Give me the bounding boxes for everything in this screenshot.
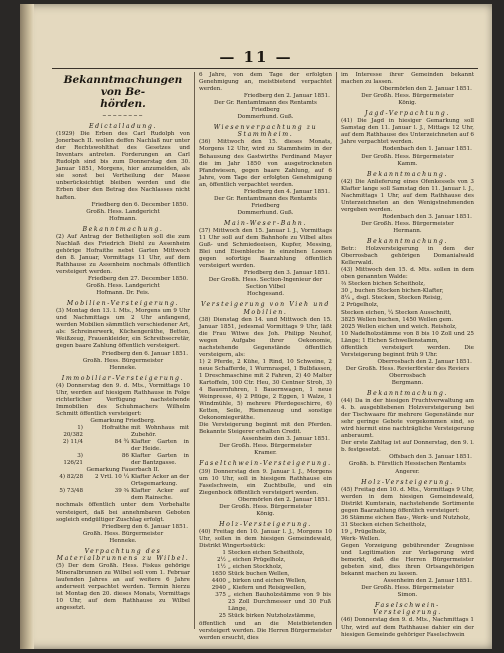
notice-place: Rodenbach den 3. Januar 1851. — [382, 213, 472, 220]
notice-place: Rodenbach den 1. Januar 1851. — [382, 146, 472, 153]
parcel-group-label: Gemarkung Fauerbach II. — [86, 467, 160, 474]
notice-heading: Mobilien-Versteigerung. — [66, 300, 180, 308]
column-3 — [336, 72, 478, 638]
section-title: Bekanntmachungen von Be- hörden. — [63, 74, 183, 110]
notice-place: Oberrosbach den 2. Januar 1851. — [377, 358, 472, 365]
notice-body: (4) Donnerstag den 9. d. Mts., Vormittags 10 Uhr, werden auf hiesigem Rathhause in Folge richterlicher Verfügung nachstehende Immobilien des Schuhmachers Wilhelm Schmitt öffentlich versteigert: — [56, 382, 190, 417]
notice-heading: Versteigerung von Vieh und Mobilien. — [200, 301, 330, 316]
book-gutter — [20, 4, 34, 649]
table-row: 4) 82/28 2 Vrtl. 10 ¼ Klafter Acker an der Ortsgemarkung. — [59, 474, 189, 488]
notice-office: Großh. b. Fürstlich Hessischen Rentamts — [348, 461, 466, 468]
notice-signature: König. — [256, 510, 275, 517]
notice-signature: Hochgesand. — [246, 291, 284, 298]
notice-heading: Bekanntmachung. — [82, 225, 164, 233]
notice-signature: Kamm. — [397, 160, 418, 167]
notice-body: im Interesse ihrer Gemeinden bekannt machen zu lassen. — [340, 72, 474, 86]
notice-signature: Dommerhund. Guß. — [237, 209, 294, 216]
list-item: 30 „ buchen Stocken bichen-Klafter, — [340, 288, 444, 295]
notice-body: (40) Freitag den 10. Januar l. J., Morgens 10 Uhr, sollen in dem hiesigen Gemeindewald, Distrikt Wingertsstück: — [198, 528, 332, 549]
notice-place: Friedberg den 27. December 1850. — [87, 276, 188, 283]
notice-body: (2) Auf Antrag der Betheiligten soll die zum Nachlaß des Friedrich Diehl zu Assenheim gehörige Hofraithe nebst Garten Mittwoch den 8. Januar, Vormittags 11 Uhr, auf dem Rathhause zu Assenheim nochmals öffentlich versteigert werden. — [56, 233, 190, 275]
notice-heading: Jagd-Verpachtung. — [364, 110, 450, 118]
notice-body: öffentlich und an die Meistbietenden versteigert werden. Die Herren Bürgermeister werden ersucht, dies — [198, 620, 332, 641]
notice-heading: Bekanntmachung. — [366, 170, 448, 178]
wood-lot-table — [199, 550, 332, 620]
notice-body: (36) Mittwoch den 15. dieses Monats, Morgens 12 Uhr, wird zu Stammheim in der Behausung des Gastwirths Ferdinand Mayer die im Jahr 1850 von ausgetrockneten Pfandwiesen, gegen baare Zahlung, auf 6 Jahre, vom Tage der erfolgten Genehmigung an, öffentlich verpachtet werden. — [198, 139, 332, 188]
notice-heading: Edictalladung. — [88, 123, 157, 131]
notice-signature: König. — [398, 100, 417, 107]
notice-signature: Angerer. — [395, 468, 420, 475]
notice-office: Der Großh. Hess. Bürgermeister — [361, 93, 454, 100]
parcel-group-label: Gemarkung Friedberg. — [90, 417, 156, 424]
notice-body: Die Versteigerung beginnt mit den Pferden. Bekannte Steigerer erhalten Credit. — [198, 422, 332, 436]
notice-body: (37) Mittwoch den 15. Januar l. J., Vormittags 11 Uhr soll auf dem Bahnhofe zu Vilbel altes Guß- und Schmiedeeisen, Kupfer, Messing, Blei und Eisenbleche in einzelnen Loosen gegen sofortige Baarzahlung öffentlich versteigert werden. — [198, 227, 332, 270]
notice-signature: Kramer. — [254, 450, 277, 457]
notice-heading: Verpachtung des Materialbrunnens zu Wilbel. — [56, 547, 190, 562]
notice-office: Der Großh. Hess. Bürgermeister — [361, 220, 454, 227]
notice-heading: Holz-Versteigerung. — [219, 520, 312, 528]
notice-list: 1) 2 Pferde, 2 Kühe, 1 Rind, 10 Schweine, 2 neue Schafferde, 1 Wurmraspel, 1 Bulbfassen, 1 Dreschmaschine mit 2 Fahren, 2) 40 Malter Kartoffeln, 100 Ctr. Heu, 30 Centner Stroh, 3) 4 Bauernfuhren, 1 Bauernwagen, 1 neue Weinpresse, 4) 2 Pflüge, 2 Eggen, 1 Walze, 1 Windmühle, 5) mehrere Pferdegeschirre, 6) Ketten, Seile, Riemenzeug und sonstige Oekonomiegeräthe. — [198, 358, 332, 422]
notice-body: 6 Jahre, von dem Tage der erfolgten Genehmigung an, meistbietend verpachtet werden. — [198, 72, 332, 93]
notice-place: Friedberg den 6. Januar 1851. — [101, 523, 188, 530]
notice-body: (46) Donnerstag den 9. d. Mts., Nachmittags 1 Uhr, wird auf dem Rathhause dahier ein der hiesigen Gemeinde gehöriger Faselschwein — [340, 617, 474, 638]
list-item: ⅔ Stecken bichen Scheitholz, — [340, 281, 425, 288]
notice-office: Der Gr. Rentamtmann des Rentamts Friedberg — [214, 100, 317, 114]
notice-office: Großh. Hess. Landgericht — [86, 208, 160, 215]
notice-heading: Wiesenverpachtung zu Stammheim. — [213, 124, 318, 139]
column-1 — [52, 72, 194, 629]
notice-signature: Hermann. — [393, 227, 422, 234]
table-row: 2½ „ eichen Prügelholz, — [217, 557, 286, 564]
notice-place: Obermörlen den 2. Januar 1851. — [380, 86, 472, 93]
notice-place: Friedberg den 6. Januar 1851. — [101, 350, 188, 357]
notice-place: Friedberg den 2. Januar 1851. — [243, 93, 330, 100]
newspaper-page — [20, 4, 492, 649]
notice-subject: Betr.: Holzversteigerung in dem der Oberrosbach gehörigen Domanialwald Kellerwald. — [340, 246, 474, 267]
notice-place: Offsbach den 3. Januar 1851. — [389, 454, 472, 461]
list-item: 36 Stämme eichen Bau-, Werk- und Nutzholz, — [340, 514, 470, 521]
table-row: 375 „ eichen Bauholzstämme von 9 bis 23 Zoll Durchmesser und 30 Fuß Länge, — [215, 592, 331, 613]
list-item: 2 Prügelholz, — [340, 302, 379, 309]
notice-heading: Faseltchwein-Versteigerung. — [199, 460, 332, 468]
notice-office: Der Gr. Rentamtmann des Rentamts Friedberg — [214, 195, 317, 209]
parcel-table — [56, 474, 190, 502]
table-row: 2) 11/4 84 ¾ Klafter Garten in der Heide. — [62, 439, 189, 453]
notice-body: (5) Der dem Großh. Hess. Fiskus gehörige Mineralbrunnen zu Wilbel soll vom 1. Februar laufenden Jahres an auf weitere 6 Jahre anderweit verpachtet werden. Termin hierzu ist Montag den 20. dieses Monats, Vormittags 10 Uhr, auf dem Rathhause zu Wilbel angesetzt. — [56, 562, 190, 612]
column-2 — [194, 72, 336, 641]
notice-body: öffentlich versteigert werden. Die Versteigerung beginnt früh 9 Uhr. — [340, 344, 474, 358]
table-row: 1 Stecken eichen Scheitholz, — [222, 550, 305, 557]
notice-office: Der Großh. Hess. Bürgermeister — [219, 443, 312, 450]
notice-office: Der Großh. Hess. Section-Ingenieur der Section Vilbel — [208, 277, 323, 291]
notice-heading: Main-Weser-Bahn. — [224, 219, 307, 227]
columns — [52, 72, 478, 641]
notice-heading: Faselschwein-Versteigerung. — [373, 602, 442, 617]
list-item: 19 „ Prügelholz, — [340, 528, 387, 535]
notice-signature: Hofmann. Dr. Feis. — [96, 290, 150, 297]
notice-signature: Dommerhund. Guß. — [237, 114, 294, 121]
notice-office: Der Großh. Hess. Bürgermeister — [361, 153, 454, 160]
notice-heading: Holz-Versteigerung. — [361, 478, 454, 486]
notice-office: Der Großh. Hess. Bürgermeister — [361, 585, 454, 592]
notice-office: Der Großh. Hess. Bürgermeister — [219, 503, 312, 510]
list-item: 3825 Wellen buchen, 1450 Wellen gem. — [340, 316, 454, 323]
table-row: 1650 Stück buchen Wellen, — [211, 571, 290, 578]
table-row: 2940 „ Kiefern und Reisigwellen, — [211, 585, 306, 592]
notice-signature: Henneke. — [109, 537, 137, 544]
table-row: 3) 126/21 86 Klafter Garten in der Bantzgasse. — [63, 453, 189, 467]
ornament-divider: ~~~~~~~~ — [102, 113, 144, 119]
table-row: 1) 20/382 Hofraithe mit Wohnhaus mit Zubehör. — [63, 424, 189, 439]
notice-body: (3) Montag den 13. l. Mts., Morgens um 9 Uhr und Nachmittags um 2 Uhr anfangend, werden Mobilien sämmtlich verschiedener Art, als: Schreinerwerk, Küchengeräthe, Betten, Weißzeug, Frauenkleider, ein Schreibsecretär, gegen baare Zahlung öffentlich versteigert. — [56, 308, 190, 350]
notice-signature: Henneke. — [109, 364, 137, 371]
notice-signature: Bergmann. — [391, 379, 424, 386]
list-item: 8¼ „ dsgl. Stecken, Stecken Reisig, — [340, 295, 443, 302]
notice-place: Friedberg den 6. December 1850. — [91, 201, 188, 208]
notice-body: (1929) Die Erben des Carl Rudolph von Jonerbach II. wollen deffen Nachlaß nur unter der Rechtswohlthat des Gesetzes und Inventars antreten. Forderungen an Carl Rudolph sind bis zum Donnerstag den 30. Januar 1851, Morgens, hier anzumelden, als sie sonst bei Vertheilung der Masse unberücksichtigt bleiben werden und die Erben über den Betrag des Nachlasses nicht haften. — [56, 131, 190, 201]
notice-body: (43) Mittwoch den 15. d. Mts. sollen in dem oben genannten Walde: — [340, 267, 474, 281]
notice-office: Großh. Hess. Landgericht — [86, 283, 160, 290]
table-row: 4400 „ birken und eichen Wellen, — [211, 578, 307, 585]
header-rule — [52, 68, 478, 69]
parcel-table — [56, 425, 190, 467]
notice-place: Friedberg den 4. Januar 1851. — [243, 188, 330, 195]
list-item: Werk- Wellen. — [340, 535, 381, 542]
table-row: 25 Stück birken Nutzholzstämme, — [218, 613, 316, 620]
notice-body: (45) Freitag den 10. d. Mts., Vormittags 9 Uhr, werden in dem hiesigen Gemeindewald, Distrikt Kumtsrain, nachstehende Sortimente gegen Baarzahlung öffentlich versteigert: — [340, 486, 474, 514]
notice-office: Großh. Hess. Bürgermeister — [82, 530, 164, 537]
page-number: — 11 — — [219, 48, 293, 66]
list-item: Stecken eichen, ¼ Stecken Ausschnitt, — [340, 309, 452, 316]
notice-heading: Bekanntmachung. — [366, 238, 448, 246]
notice-place: Obermörlen den 2. Januar 1851. — [238, 496, 330, 503]
notice-body: (41) Die Jagd in hiesiger Gemarkung soll Samstag den 11. Januar l. J., Mittags 12 Uhr, auf dem Rathhause des Unterzeichneten auf 6 Jahre verpachtet werden. — [340, 118, 474, 146]
notice-body: Gegen Vorzeigung gebührender Zeugnisse und Legitimation zur Verlagerung wird bemerkt, daß die Herren Bürgermeister gebeten sind, dies ihren Ortsangehörigen bekannt machen zu lassen. — [340, 543, 474, 578]
table-row: 5) 73/48 39 ⅜ Klafter Acker auf dem Rainsche. — [59, 488, 189, 502]
notice-place: Friedberg den 3. Januar 1851. — [243, 270, 330, 277]
notice-body: (39) Donnerstag den 9. Januar l. J., Morgens um 10 Uhr, soll in hiesigem Rathhause ein Faselschwein, ein Zuchtbulle, und ein Ziegenbock öffentlich versteigert werden. — [198, 468, 332, 496]
notice-body: (38) Dienstag den 14. und Mittwoch den 15. Januar 1851, jedesmal Vormittags 9 Uhr, läßt die Frau Witwe des Joh. Philipp Neuhof, wegen Aufgabe ihrer Oekonomie, nachstehende Gegenstände öffentlich versteigern, als: — [198, 316, 332, 358]
notice-office: Großh. Hess. Bürgermeister — [82, 357, 164, 364]
notice-body: (42) Die Anlieferung eines Ofenkessels von 3 Klafter lange soll Samstag den 11. Januar l. J., Nachmittags 1 Uhr, auf dem Rathhause des Unterzeichneten an den Wenigstnehmenden vergeben werden. — [340, 178, 474, 213]
list-item: 31 Stecken eichen Scheitholz, — [340, 521, 427, 528]
table-row: 1½ „ eichen Stockholz, — [217, 564, 283, 571]
list-item: 10 Nadelholzstämme von 8 bis 10 Zoll und 25 Länge; 1 Eichen Schwellenstamm, — [340, 330, 474, 344]
notice-signature: Hofmann. — [109, 215, 137, 222]
notice-body: (44) Da in der hiesigen Fruchtverwaltung am 4. b. ausgebliebenen Holzversteigerung bei der Tischwaare für mehrere Gegenstände nur sehr geringe Gebote vorgekommen sind, so wird hiermit eine nachträgliche Versteigerung anberaumt. — [340, 398, 474, 440]
notice-office: Der Großh. Hess. Revierförster des Reviers Oberrosbach — [345, 365, 470, 379]
notice-place: Assenheim den 3. Januar 1851. — [241, 436, 330, 443]
notice-body: nochmals öffentlich unter dem Vorbehalte versteigert, daß bei annehmbaren Geboten sogleich endgültiger Zuschlag erfolgt. — [56, 502, 190, 523]
notice-heading: Bekanntmachung. — [366, 390, 448, 398]
list-item: 2025 Wellen eichen und weich. Reisholz, — [340, 323, 457, 330]
notice-signature: Simon. — [397, 592, 418, 599]
notice-place: Assenheim den 2. Januar 1851. — [383, 578, 472, 585]
notice-heading: Immobiliar-Versteigerung. — [61, 374, 185, 382]
notice-body: Der erste Zahltag ist auf Donnerstag, den 9. l. b. festgesetzt. — [340, 440, 474, 454]
